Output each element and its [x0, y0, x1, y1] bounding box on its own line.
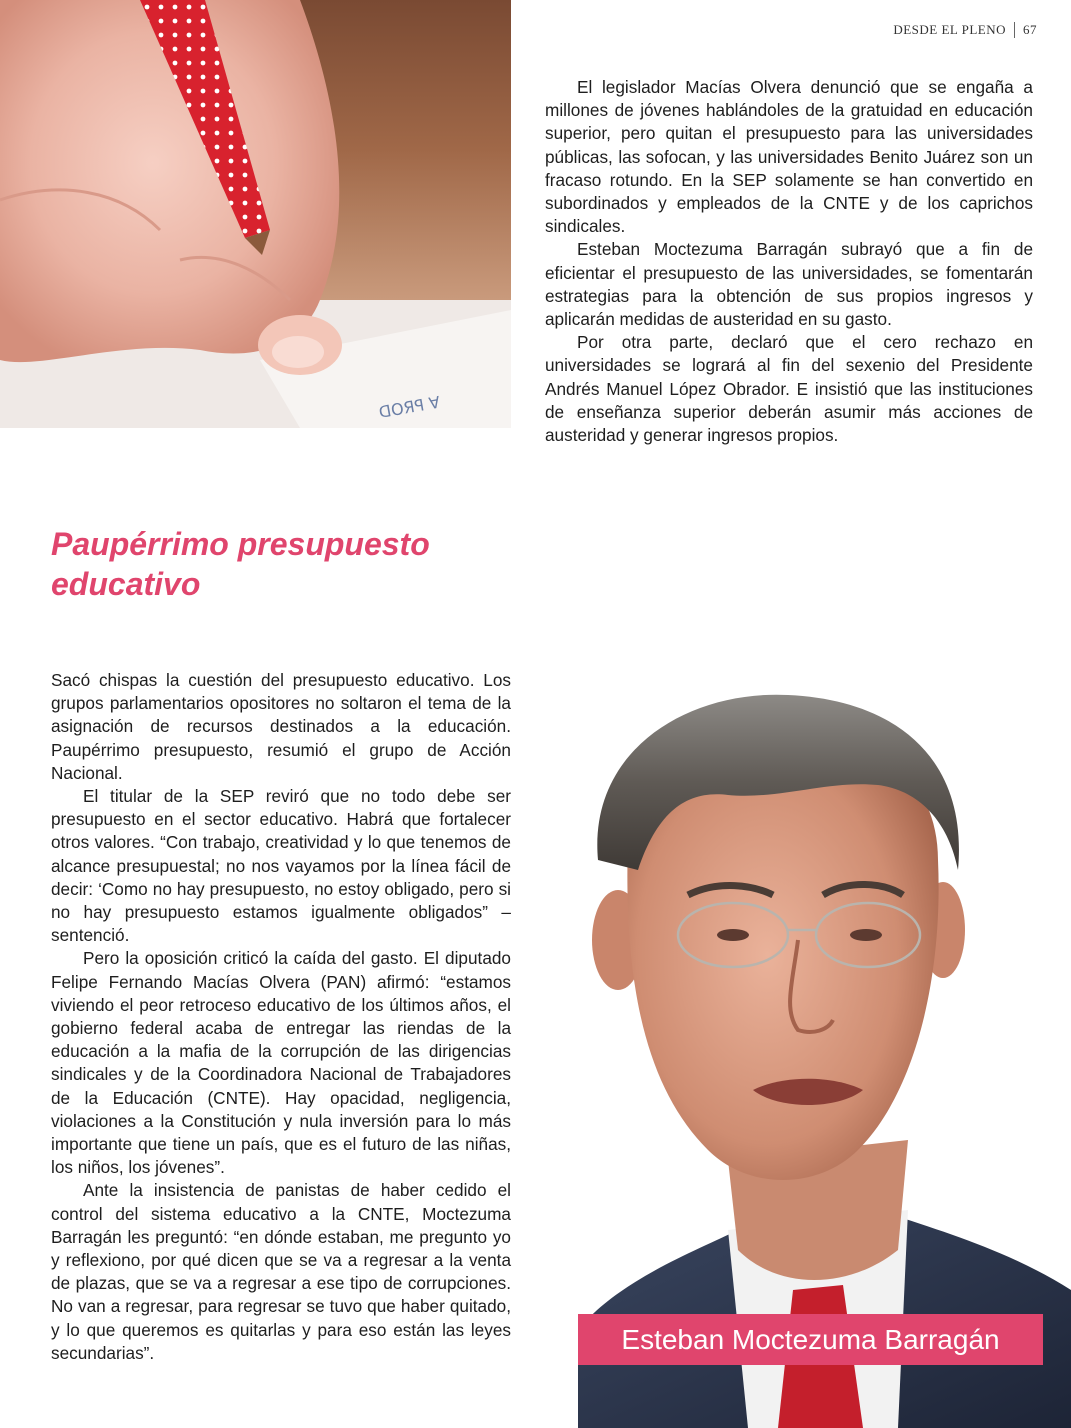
left-column-text	[51, 669, 511, 1365]
header-divider	[1014, 22, 1015, 38]
paragraph: Por otra parte, declaró que el cero rechazo en universidades se logrará al fin del sexenio del Presidente Andrés Manuel López Obrador. E insistió que las instituciones de enseñanza superior deberán asumir más acciones de austeridad y generar ingresos propios.	[545, 332, 1033, 446]
paragraph: El legislador Macías Olvera denunció que se engaña a millones de jóvenes hablándoles de la gratuidad en educación superior, pero quitan el presupuesto para las universidades públicas, las sofocan, y las universidades Benito Juárez son un fracaso rotundo. En la SEP solamente se han convertido en subordinados y empleados de la CNTE y de los caprichos sindicales.	[545, 77, 1033, 237]
hand-pencil-illustration	[0, 0, 511, 428]
page-header	[893, 22, 1037, 38]
paragraph: Esteban Moctezuma Barragán subrayó que a fin de eficientar el presupuesto de las universidades, se fomentarán estrategias para la obtención de sus propios ingresos y aplicarán medidas de austeridad en su gasto.	[545, 239, 1033, 330]
right-column-text	[545, 76, 1033, 447]
paragraph: Pero la oposición criticó la caída del gasto. El diputado Felipe Fernando Macías Olvera (PAN) afirmó: “estamos viviendo el peor retroceso educativo de los últimos años, el gobierno federal acaba de entregar las riendas de la educación a la mafia de la corrupción de las dirigencias sindicales y de la Coordinadora Nacional de Trabajadores de la Educación (CNTE). Hay opacidad, negligencia, violaciones a la Constitución y nula inversión para lo más importante que tiene un país, que es el futuro de las niñas, los niños, los jóvenes”.	[51, 948, 511, 1178]
svg-text:ᗡOЯꟼ ∀: ᗡOЯꟼ ∀	[377, 392, 442, 422]
section-title: DESDE EL PLENO	[893, 22, 1006, 37]
hand-pencil-photo	[0, 0, 511, 428]
paragraph: Ante la insistencia de panistas de haber cedido el control del sistema educativo a la CNTE, Moctezuma Barragán les preguntó: “en dónde estaban, me pregunto yo y reflexiono, por qué dicen que se va a regresar a la venta de plazas, que se va a regresar a ese tipo de corrupciones. No van a regresar, para regresar se tuvo que haber quitado, y lo que queremos es quitarlas y para eso están las leyes secundarias”.	[51, 1180, 511, 1363]
page-number: 67	[1023, 22, 1037, 37]
paragraph: El titular de la SEP reviró que no todo debe ser presupuesto en el sector educativo. Habrá que fortalecer otros valores. “Con trabajo, creatividad y lo que tenemos de alcance presupuestal; no nos vayamos por la línea fácil de decir: ‘Como no hay presupuesto, no estoy obligado, pero si no hay presupuesto estamos igualmente obligados” –sentenció.	[51, 786, 511, 946]
paragraph: Sacó chispas la cuestión del presupuesto educativo. Los grupos parlamentarios opositores no soltaron el tema de la asignación de recursos destinados a la educación. Paupérrimo presupuesto, resumió el grupo de Acción Nacional.	[51, 670, 511, 783]
photo-caption: Esteban Moctezuma Barragán	[578, 1314, 1043, 1365]
article-heading: Paupérrimo presupuesto educativo	[51, 526, 430, 602]
